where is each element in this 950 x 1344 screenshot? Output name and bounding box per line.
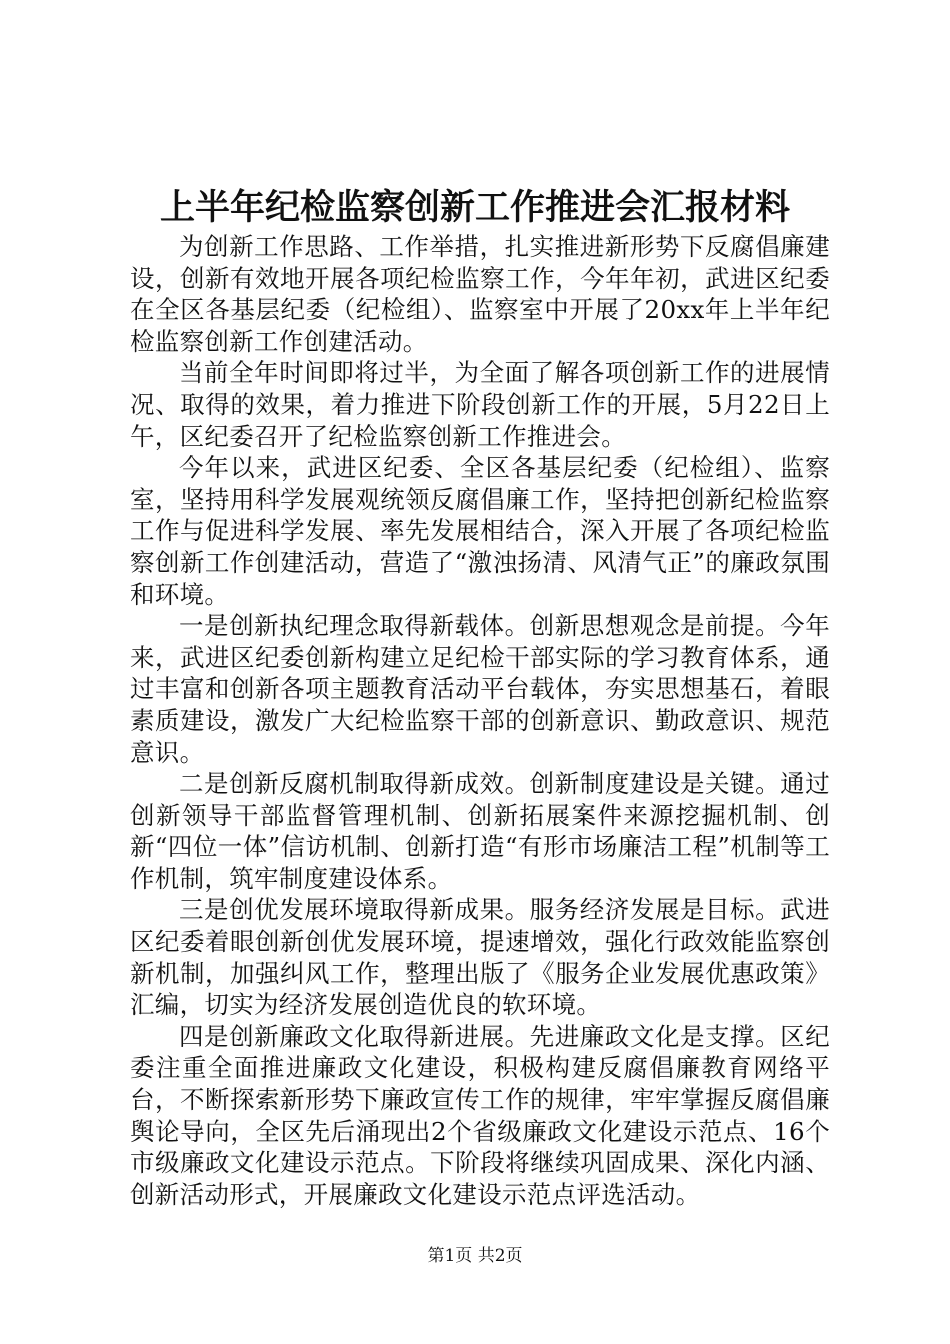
paragraph-7: 四是创新廉政文化取得新进展。先进廉政文化是支撑。区纪委注重全面推进廉政文化建设，积极构建反腐倡廉教育网络平台，不断探索新形势下廉政宣传工作的规律，牢牢掌握反腐倡廉舆论导向，全区先后涌现出2个省级廉政文化建设示范点、16个市级廉政文化建设示范点。下阶段将继续巩固成果、深化内涵、创新活动形式，开展廉政文化建设示范点评选活动。	[130, 1021, 830, 1209]
paragraph-2: 当前全年时间即将过半，为全面了解各项创新工作的进展情况、取得的效果，着力推进下阶段创新工作的开展，5月22日上午，区纪委召开了纪检监察创新工作推进会。	[130, 358, 830, 451]
paragraph-1: 为创新工作思路、工作举措，扎实推进新形势下反腐倡廉建设，创新有效地开展各项纪检监察工作，今年年初，武进区纪委在全区各基层纪委（纪检组）、监察室中开展了20xx年上半年纪检监察创新工作创建活动。	[130, 232, 830, 356]
page-number-footer: 第1页 共2页	[427, 1246, 523, 1266]
document-body	[130, 231, 830, 1210]
paragraph-4: 一是创新执纪理念取得新载体。创新思想观念是前提。今年来，武进区纪委创新构建立足纪检干部实际的学习教育体系，通过丰富和创新各项主题教育活动平台载体，夯实思想基石，着眼素质建设，激发广大纪检监察干部的创新意识、勤政意识、规范意识。	[130, 611, 830, 767]
document-title: 上半年纪检监察创新工作推进会汇报材料	[159, 187, 790, 228]
paragraph-5: 二是创新反腐机制取得新成效。创新制度建设是关键。通过创新领导干部监督管理机制、创新拓展案件来源挖掘机制、创新“四位一体”信访机制、创新打造“有形市场廉洁工程”机制等工作机制，筑牢制度建设体系。	[130, 769, 830, 893]
paragraph-6: 三是创优发展环境取得新成果。服务经济发展是目标。武进区纪委着眼创新创优发展环境，提速增效，强化行政效能监察创新机制，加强纠风工作，整理出版了《服务企业发展优惠政策》汇编，切实为经济发展创造优良的软环境。	[130, 895, 830, 1020]
paragraph-3: 今年以来，武进区纪委、全区各基层纪委（纪检组）、监察室，坚持用科学发展观统领反腐倡廉工作，坚持把创新纪检监察工作与促进科学发展、率先发展相结合，深入开展了各项纪检监察创新工作创建活动，营造了“激浊扬清、风清气正”的廉政氛围和环境。	[130, 453, 830, 609]
